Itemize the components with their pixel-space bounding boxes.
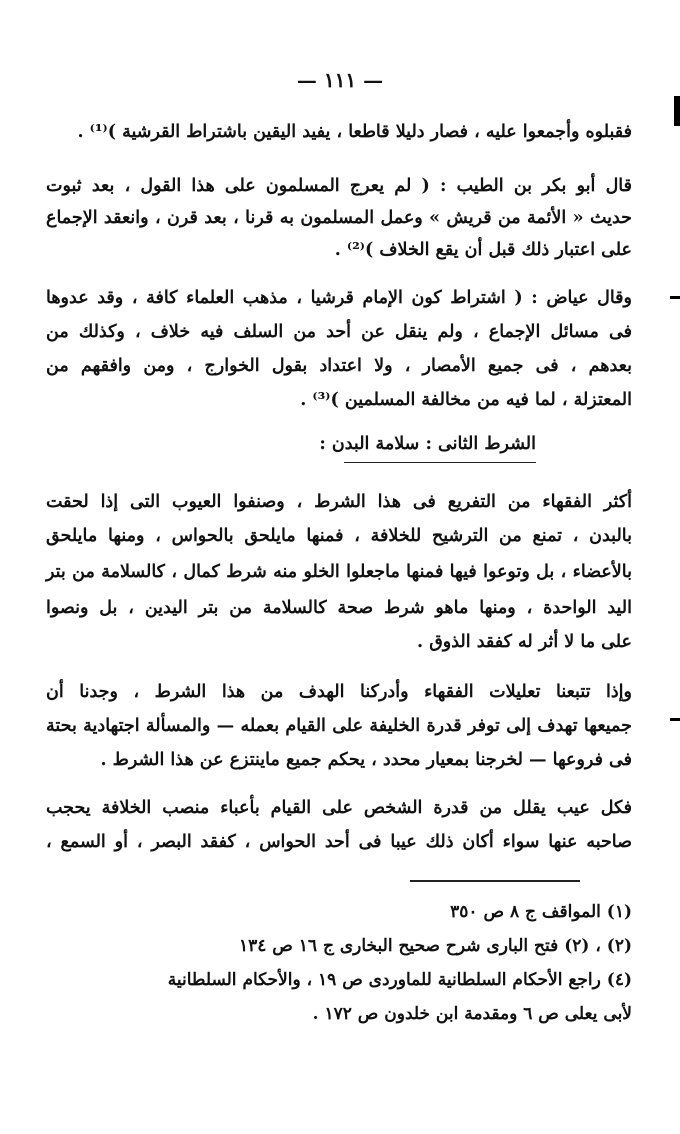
paragraph-line: بعدهم ، فى جميع الأمصار ، ولا اعتداد بقول الخوارج ، ومن وافقهم من — [46, 356, 632, 376]
page-number: — ١١١ — — [296, 68, 384, 92]
margin-mark — [670, 718, 680, 721]
section-heading: الشرط الثانى : سلامة البدن : — [319, 434, 536, 454]
paragraph-line: على ما لا أثر له كفقد الذوق . — [417, 632, 632, 652]
paragraph-line: قال أبو بكر بن الطيب : ( لم يعرج المسلمون على هذا القول ، بعد ثبوت — [46, 176, 632, 196]
footnote: (٢) ، (٢) فتح البارى شرح صحيح البخارى ج ١٦ ص ١٣٤ — [238, 936, 632, 956]
footnote: لأبى يعلى ص ٦ ومقدمة ابن خلدون ص ١٧٢ . — [312, 1004, 632, 1024]
paragraph-line: بالأعضاء ، بل وتوعوا فيها فمنها ماجعلوا الخلو منه شرط كمال ، كالسلامة من بتر — [46, 562, 632, 582]
margin-mark — [670, 296, 680, 299]
paragraph-line: وقال عياض : ( اشتراط كون الإمام قرشيا ، مذهب العلماء كافة ، وقد عدوها — [46, 288, 632, 308]
footnote: (١) المواقف ج ٨ ص ٣٥٠ — [450, 902, 632, 922]
paragraph-line: على اعتبار ذلك قبل أن يقع الخلاف )⁽²⁾ . — [334, 240, 632, 260]
paragraph-line: اليد الواحدة ، ومنها ماهو شرط صحة كالسلامة من بتر اليدين ، بل ونصوا — [46, 598, 632, 618]
paragraph-line: صاحبه عنها سواء أكان ذلك عيبا فى أحد الحواس ، كفقد البصر ، أو السمع ، — [46, 832, 632, 852]
heading-underline — [344, 462, 536, 463]
paragraph-line: فى مسائل الإجماع ، ولم ينقل عن أحد من السلف فيه خلاف ، وكذلك من — [46, 322, 632, 342]
paragraph-line: المعتزلة ، لما فيه من مخالفة المسلمين )⁽³⁾ . — [300, 390, 632, 410]
paragraph-line: فقبلوه وأجمعوا عليه ، فصار دليلا قاطعا ، يفيد اليقين باشتراط القرشية )⁽¹⁾ . — [77, 122, 632, 142]
footnote-separator — [410, 880, 580, 882]
paragraph-line: فى فروعها — لخرجنا بمعيار محدد ، يحكم جميع ماينتزع عن هذا الشرط . — [100, 750, 632, 770]
footnote: (٤) راجع الأحكام السلطانية للماوردى ص ١٩ ، والأحكام السلطانية — [167, 970, 632, 990]
paragraph-line: بالبدن ، تمنع من الترشيح للخلافة ، فمنها مايلحق بالحواس ، ومنها مايلحق — [46, 526, 632, 546]
paragraph-line: جميعها تهدف إلى توفر قدرة الخليفة على القيام بعمله — والمسألة اجتهادية بحتة — [46, 716, 632, 736]
paragraph-line: فكل عيب يقلل من قدرة الشخص على القيام بأعباء منصب الخلافة يحجب — [46, 798, 632, 818]
paragraph-line: أكثر الفقهاء من التفريع فى هذا الشرط ، وصنفوا العيوب التى إذا لحقت — [46, 492, 632, 512]
page-edge-mark — [674, 96, 680, 126]
paragraph-line: حديث « الأئمة من قريش » وعمل المسلمون به قرنا ، بعد قرن ، وانعقد الإجماع — [46, 208, 632, 228]
paragraph-line: وإذا تتبعنا تعليلات الفقهاء وأدركنا الهدف من هذا الشرط ، وجدنا أن — [46, 682, 632, 702]
